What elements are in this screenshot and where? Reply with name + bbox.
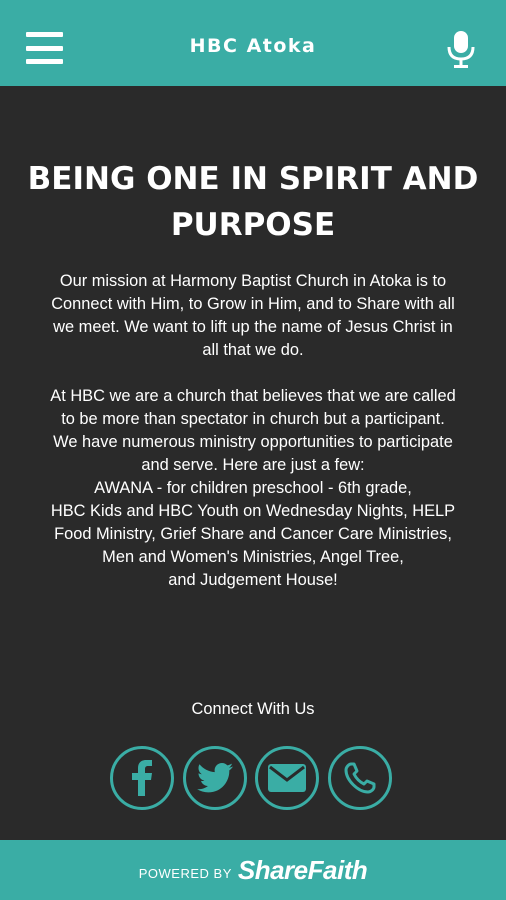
page-headline: BEING ONE IN SPIRIT AND PURPOSE [27, 161, 479, 243]
microphone-icon[interactable] [446, 30, 476, 68]
twitter-icon [197, 763, 233, 793]
email-icon [268, 764, 306, 792]
phone-icon [344, 762, 376, 794]
sharefaith-logo[interactable]: ShareFaith [237, 854, 368, 885]
facebook-icon [131, 760, 153, 796]
app-title: HBC Atoka [189, 35, 317, 57]
social-links [110, 746, 392, 810]
twitter-button[interactable] [183, 746, 247, 810]
phone-button[interactable] [328, 746, 392, 810]
menu-bar-line [26, 59, 63, 64]
main-content [0, 86, 506, 840]
connect-label: Connect With Us [191, 700, 315, 718]
menu-bar-line [26, 32, 63, 37]
hamburger-menu-button[interactable] [26, 32, 63, 64]
powered-by-label: POWERED BY [138, 865, 232, 881]
mission-paragraph: Our mission at Harmony Baptist Church in Atoka is to Connect with Him, to Grow in Him, and to Share with all we meet. We want to lift up the name of Jesus Christ in all that we do. [51, 272, 455, 359]
email-button[interactable] [255, 746, 319, 810]
menu-bar-line [26, 46, 63, 51]
top-app-bar [0, 0, 506, 86]
footer-bar [0, 840, 506, 900]
facebook-button[interactable] [110, 746, 174, 810]
ministries-paragraph: At HBC we are a church that believes that we are called to be more than spectator in church but a participant. We have numerous ministry opportunities to participate and serve. Here are just a few: AWANA - for children preschool - 6th grade, HBC Kids and HBC Youth on Wednesday Nights, HELP Food Ministry, Grief Share and Cancer Care Ministries, Men and Women's Ministries, Angel Tree, and Judgement House! [50, 387, 456, 589]
